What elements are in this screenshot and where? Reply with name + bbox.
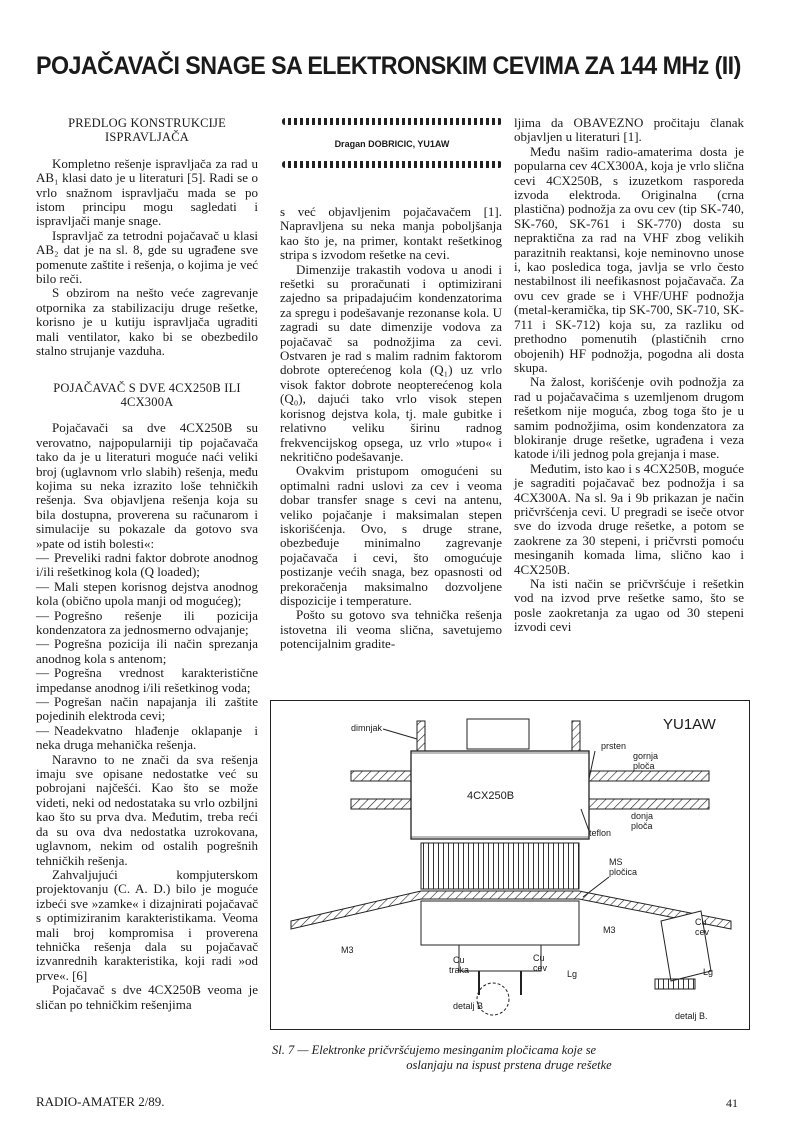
list-item: — Pogrešna vrednost karakteristične impedanse anodnog i/ili rešetkinog voda; (36, 665, 258, 695)
paragraph: Naravno to ne znači da sva rešenja imaju sve opisane nedostatke već su pobrojani najčešći. Kao što se može videti, neki od nedostataka su vrlo ozbiljni kao što su prva dva. Međutim, treba reći da su ova dva nedostatka uzrokovana, uglavnom, nekim od ostalih pogrešnih tehničkih rešenja. (36, 751, 258, 868)
label-cev2: cev (695, 927, 710, 937)
label-cu2: Cu (695, 917, 707, 927)
detail-b-fins (655, 979, 695, 989)
label-m3-right: M3 (603, 925, 616, 935)
tube-cooling-fins (421, 843, 579, 889)
page-number: 41 (726, 1096, 738, 1110)
label-plocica: pločica (609, 867, 638, 877)
upper-plate-left (351, 771, 411, 781)
figure-caption (272, 1043, 746, 1073)
callsign-label: YU1AW (663, 716, 716, 733)
label-ploca2: ploča (631, 821, 653, 831)
column-2 (280, 205, 502, 652)
byline (282, 114, 502, 172)
section-heading-amplifier: POJAČAVAČ S DVE 4CX250B ILI 4CX300A (53, 380, 241, 409)
caption-line-1: Sl. 7 — Elektronke pričvršćujemo mesinganim pločicama koje se (272, 1043, 597, 1057)
figure-tube-mounting (270, 700, 750, 1030)
lower-plate-right (589, 799, 709, 809)
label-lg-1: Lg (567, 969, 578, 979)
label-cu-traka-1: Cu (453, 955, 465, 965)
paragraph: Kompletno rešenje ispravljača za rad u AB₁ klasi dato je u literaturi [5]. Radi se o vrlo snažnom ispravljaču mada se po istom principu mogu sagledati i ispravljači manje snage. (36, 155, 258, 229)
paragraph: Ispravljač za tetrodni pojačavač u klasi AB₂ dat je na sl. 8, gde su ugrađene sve pomenute zaštite i rešenja, o kojima je već bilo reči. (36, 227, 258, 287)
label-ploca: ploča (633, 761, 655, 771)
label-teflon: teflon (589, 828, 612, 838)
label-cu-traka-2: traka (449, 965, 470, 975)
paragraph: ljima da OBAVEZNO pročitaju članak objavljen u literaturi [1]. (514, 115, 744, 145)
paragraph: Među našim radio-amaterima dosta je popularna cev 4CX300A, koja je vrlo slična cevi 4CX250B, s izuzetkom rasporeda izvoda elektroda. Originalna (crna plastična) podnožja za ovu cev (tip SK-740, SK-760, SK-761 i SK-770) dosta su nepraktična za rad na VHF zbog velikih parazitnih reaktansi, koje neminovno unose i, kao posledica toga, javlja se vrlo često nestabilnost ili neefikasnost pojačavača. Za ovu cev grade se i VHF/UHF podnožja (metal-keramička, tip SK-700, SK-710, SK-711 i SK-712) koja su, za razliku od prethodno pomenutih (plastičnih crno obojenih) HF podnožja, pogodna ali dosta skupa. (514, 143, 744, 375)
paragraph: s već objavljenim pojačavačem [1]. Napravljena su neka manja poboljšanja kao što je, na primer, kontakt rešetkinog stripa s izvodom rešetke na cevi. (280, 204, 502, 263)
upper-plate-right (589, 771, 709, 781)
label-cu-cev-2: cev (533, 963, 548, 973)
label-detalj-b1: detalj B (453, 1001, 484, 1011)
list-item: — Pogrešan način napajanja ili zaštite pojedinih elektroda cevi; (36, 694, 258, 724)
paragraph: S obzirom na nešto veće zagrevanje otpornika za stabilizaciju druge rešetke, korisno je u kutiju ispravljača ugraditi mali ventilator, kako bi se obezbedilo stalno strujanje vazduha. (36, 285, 258, 359)
lower-plate-left (351, 799, 411, 809)
list-item: — Pogrešna pozicija ili način sprezanja anodnog kola s antenom; (36, 636, 258, 666)
list-item: — Pogrešno rešenje ili pozicija kondenzatora za jednosmerno odvajanje; (36, 607, 258, 637)
paragraph: Zahvaljujući kompjuterskom projektovanju (C. A. D.) bilo je moguće izbeći sve »zamke« i dizajnirati pojačavač s optimiziranim karakteristikama. Veoma mali broj kompromisa i proverena tehnička rešenja dala su pojačavač izvanrednih karakteristika, koji radi »od prve«. [6] (36, 866, 258, 983)
label-gornja: gornja (633, 751, 659, 761)
leader-line (383, 729, 417, 739)
tube-anode-cap (467, 719, 529, 749)
label-dimnjak: dimnjak (351, 723, 383, 733)
tube-mounting-drawing (271, 701, 749, 1029)
label-donja: donja (631, 811, 654, 821)
paragraph: Međutim, isto kao i s 4CX250B, moguće je sagraditi pojačavač bez podnožja i sa 4CX300A. Na sl. 9a i 9b prikazan je način pričvršćenja cevi. U pregradi se iseče otvor sve do izvoda druge rešetke, a potom se zaokrene za 30 stepeni, i pričvrsti pomoću mesinganih komada lima, slično kao i 4CX250B. (514, 460, 744, 577)
label-cu-cev-1: Cu (533, 953, 545, 963)
author-name: Dragan DOBRICIC, YU1AW (334, 139, 450, 149)
column-3 (514, 116, 744, 635)
paragraph: Dimenzije trakastih vodova u anodi i rešetki su proračunati i optimizirani zajedno sa pripadajućim kondenzatorima za spregu i podešavanje rezonanse kola. U zagradi su date dimenzije vodova za pojačavač sa podnožjima za cevi. Ostvaren je rad s malim radnim faktorom dobrote opterećenog kola (Q₁) uz vrlo visok faktor dobrote neopterećenog kola (Q₀), dajući tako vrlo visok stepen korisnog dejstva kola, tj. male gubitke i relativno veliku širinu radnog frekvencijskog opsega, uz vrlo »tupo« i nekritično podešavanje. (280, 261, 502, 464)
label-m3-left: M3 (341, 945, 354, 955)
caption-line-2: oslanjaju na ispust prstena druge rešetke (406, 1058, 612, 1072)
tube-base-pins (459, 945, 541, 971)
paragraph: Pošto su gotovo sva tehnička rešenja istovetna ili veoma slična, savetujemo potencijalnim gradite- (280, 607, 502, 652)
paragraph: Na žalost, korišćenje ovih podnožja za rad u pojačavačima s uzemljenom drugom rešetkom nije moguća, zbog toga što je u samim podnožjima, osim kondenzatora za blokiranje druge rešetke, ugrađena i veza katode i/ili jednog pola grejanja i mase. (514, 374, 744, 462)
label-detalj-b2: detalj B. (675, 1011, 708, 1021)
paragraph: Ovakvim pristupom omogućeni su optimalni radni uslovi za cev i veoma dobar transfer snage s cevi na antenu, veliko pojačanje i maksimalan stepen iskorišćenja. Ovo, s druge strane, obezbeđuje minimalno zagrevanje pojačavača i cevi, što omogućuje postizanje većih snaga, bez opasnosti od prekoračenja maksimalno dozvoljene dispozicije i temperature. (280, 463, 502, 608)
tube-label: 4CX250B (467, 790, 515, 802)
decorative-rule (282, 161, 502, 168)
label-prsten: prsten (601, 741, 627, 751)
decorative-rule (282, 118, 502, 125)
list-item: — Preveliki radni faktor dobrote anodnog i/ili rešetkinog kola (Q loaded); (36, 549, 258, 580)
paragraph: Pojačavači sa dve 4CX250B su verovatno, najpopularniji tip pojačavača tako da je u literaturi moguće naći veliki broj (uglavnom vrlo slabih) rešenja, među kojima su neka izrazito loše tehničkih rešenja. Sva objavljena rešenja koja su bila dostupna, proverena su računarom i simulacije su pokazale da gotovo sva »pate od istih bolesti«: (36, 420, 258, 551)
paragraph: Pojačavač s dve 4CX250B veoma je sličan po tehničkim rešenjima (36, 982, 258, 1012)
paragraph: Na isti način se pričvršćuje i rešetkin vod na izvod prve rešetke samo, što se posle zaokretanja za ugao od 30 stepeni izvodi cevi (514, 576, 744, 635)
list-item: — Neadekvatno hlađenje oklapanje i neka druga mehanička rešenja. (36, 722, 258, 753)
tube-socket (421, 901, 579, 945)
label-ms: MS (609, 857, 623, 867)
section-heading-rectifier: PREDLOG KONSTRUKCIJE ISPRAVLJAČA (68, 116, 226, 145)
footer-publication: RADIO-AMATER 2/89. (36, 1094, 165, 1109)
label-lg-2: Lg (703, 967, 714, 977)
column-1 (36, 110, 258, 1012)
list-item: — Mali stepen korisnog dejstva anodnog kola (obično upola manji od mogućeg); (36, 578, 258, 609)
article-title: POJAČAVAČI SNAGE SA ELEKTRONSKIM CEVIMA ZA 144 MHz (II) (36, 52, 741, 80)
